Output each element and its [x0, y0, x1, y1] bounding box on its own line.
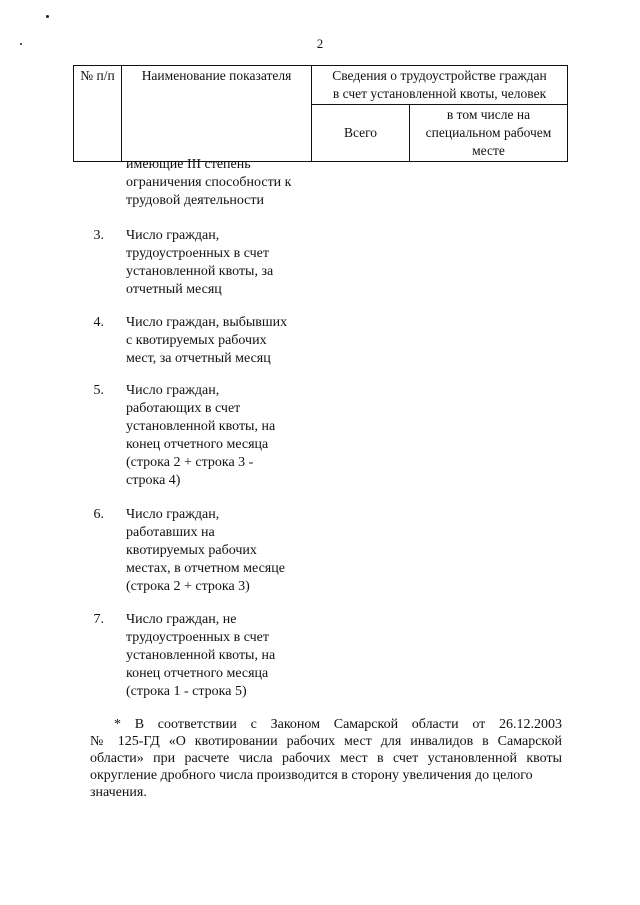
- row-number: 3.: [93, 228, 104, 243]
- column-total-header: Всего: [312, 105, 410, 162]
- text-line: трудоустроенных в счет: [126, 630, 270, 645]
- text-line: установленной квоты, на: [126, 648, 276, 663]
- text-line: Число граждан, выбывших: [126, 315, 288, 330]
- text-line: установленной квоты, на: [126, 419, 276, 434]
- column-info-header: [312, 66, 568, 105]
- text-line: Число граждан,: [126, 228, 220, 243]
- table-header: [73, 65, 568, 162]
- row-number: 6.: [93, 507, 104, 522]
- header-line: специальном рабочем: [425, 125, 552, 140]
- row-number: 4.: [93, 315, 104, 330]
- header-line: месте: [472, 143, 505, 158]
- row-text: [126, 314, 316, 368]
- text-line: конец отчетного месяца: [126, 437, 269, 452]
- text-line: местах, в отчетном месяце: [126, 561, 285, 576]
- text-line: установленной квоты, за: [126, 264, 274, 279]
- text-line: мест, за отчетный месяц: [126, 351, 271, 366]
- header-line: в счет установленной квоты, человек: [332, 86, 547, 101]
- footnote-line: области» при расчете числа рабочих мест в счет установленной квоты: [90, 751, 562, 766]
- text-line: конец отчетного месяца: [126, 666, 269, 681]
- text-line: работавших на: [126, 525, 215, 540]
- row-text: [126, 506, 316, 596]
- footnote: [90, 716, 562, 801]
- text-line: (строка 2 + строка 3): [126, 579, 250, 594]
- row-text: [126, 611, 316, 701]
- text-line: работающих в счет: [126, 401, 241, 416]
- text-line: Число граждан, не: [126, 612, 237, 627]
- text-line: с квотируемых рабочих: [126, 333, 267, 348]
- text-line: трудоустроенных в счет: [126, 246, 270, 261]
- footnote-line: значения.: [90, 785, 147, 800]
- footnote-line: округление дробного числа производится в сторону увеличения до целого: [90, 768, 533, 783]
- row-text: [126, 156, 316, 210]
- text-line: ограничения способности к: [126, 175, 292, 190]
- column-special-header: [410, 105, 568, 162]
- header-line: Сведения о трудоустройстве граждан: [332, 68, 547, 83]
- text-line: (строка 1 - строка 5): [126, 684, 247, 699]
- column-number-header: № п/п: [74, 66, 122, 162]
- row-text: [126, 382, 316, 490]
- page-number: 2: [316, 36, 324, 51]
- text-line: отчетный месяц: [126, 282, 222, 297]
- row-number: 7.: [93, 612, 104, 627]
- text-line: Число граждан,: [126, 507, 220, 522]
- row-number: 5.: [93, 383, 104, 398]
- footnote-line: № 125-ГД «О квотировании рабочих мест для инвалидов в Самарской: [90, 734, 562, 749]
- text-line: (строка 2 + строка 3 -: [126, 455, 254, 470]
- text-line: Число граждан,: [126, 383, 220, 398]
- footnote-line: * В соответствии с Законом Самарской области от 26.12.2003: [114, 717, 562, 732]
- column-name-header: Наименование показателя: [122, 66, 312, 162]
- row-text: [126, 227, 316, 299]
- text-line: строка 4): [126, 473, 181, 488]
- text-line: квотируемых рабочих: [126, 543, 257, 558]
- header-line: в том числе на: [446, 107, 531, 122]
- text-line: имеющие III степень: [126, 157, 251, 172]
- text-line: трудовой деятельности: [126, 193, 264, 208]
- scan-speck: [46, 15, 49, 18]
